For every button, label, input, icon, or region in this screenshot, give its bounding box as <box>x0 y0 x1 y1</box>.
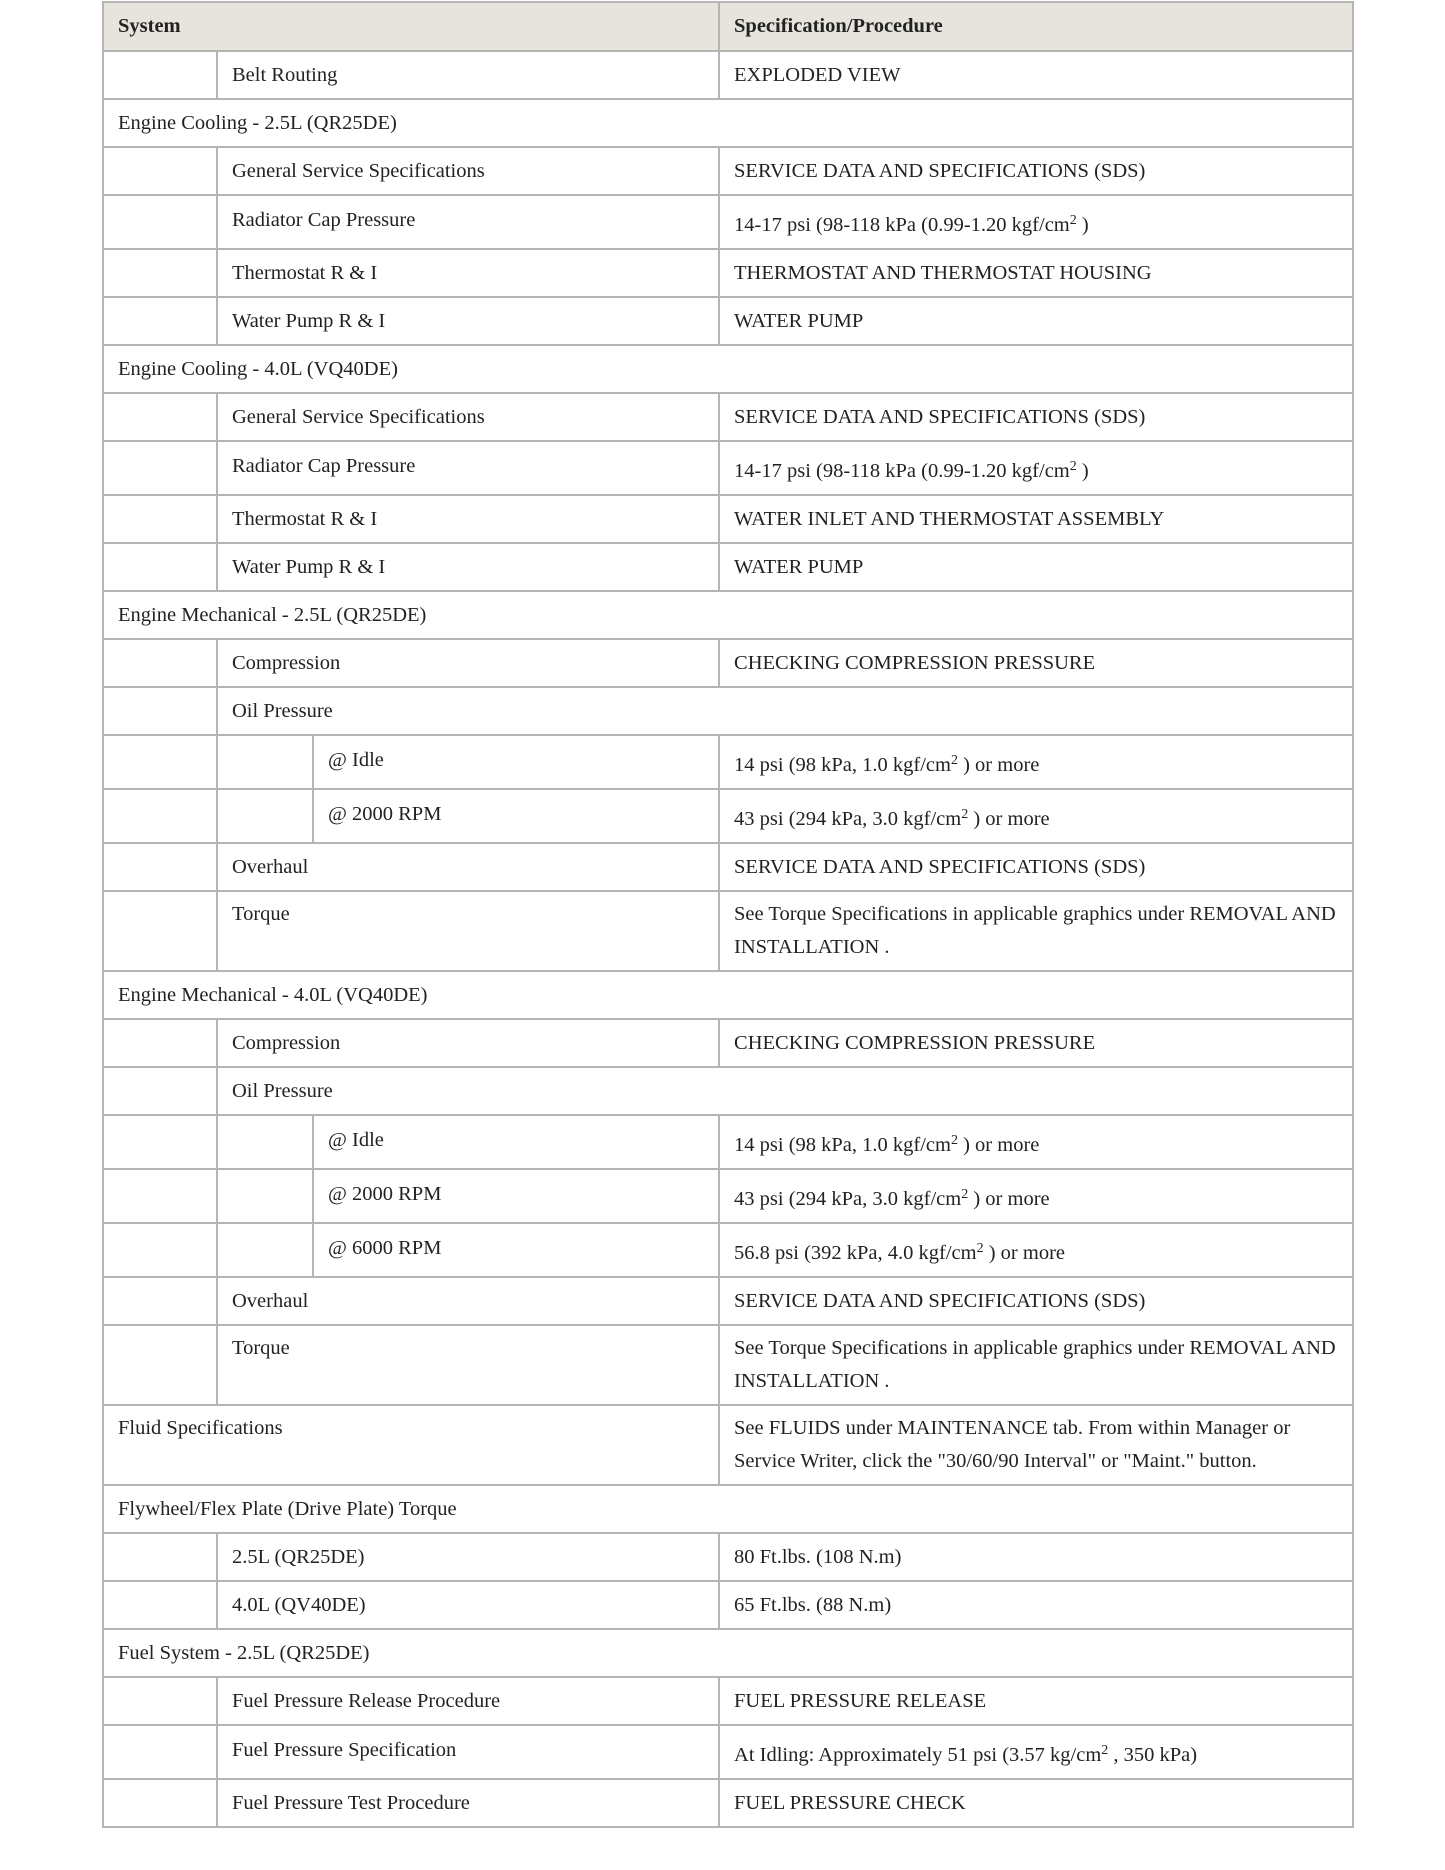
table-row <box>103 441 1353 495</box>
row-value: SERVICE DATA AND SPECIFICATIONS (SDS) <box>719 147 1353 195</box>
table-body <box>103 51 1353 1827</box>
row-value: 65 Ft.lbs. (88 N.m) <box>719 1581 1353 1629</box>
row-value: 80 Ft.lbs. (108 N.m) <box>719 1533 1353 1581</box>
table-row <box>103 1277 1353 1325</box>
specification-table <box>102 1 1354 1828</box>
row-value <box>719 195 1353 249</box>
table-row <box>103 789 1353 843</box>
table-row <box>103 1779 1353 1827</box>
indent-cell <box>103 789 217 843</box>
table-section-row <box>103 99 1353 147</box>
row-label: Torque <box>217 1325 719 1405</box>
row-label: Engine Mechanical - 2.5L (QR25DE) <box>103 591 1353 639</box>
row-value <box>719 1725 1353 1779</box>
table-row <box>103 1067 1353 1115</box>
indent-cell <box>103 297 217 345</box>
row-label: Torque <box>217 891 719 971</box>
indent-cell <box>103 891 217 971</box>
value-superscript: 2 <box>1069 458 1077 474</box>
row-label: Fluid Specifications <box>103 1405 719 1485</box>
row-label: General Service Specifications <box>217 147 719 195</box>
value-superscript: 2 <box>950 1132 958 1148</box>
row-label: Compression <box>217 639 719 687</box>
value-superscript: 2 <box>1101 1742 1109 1758</box>
table-row <box>103 843 1353 891</box>
table-section-row <box>103 971 1353 1019</box>
row-label: Flywheel/Flex Plate (Drive Plate) Torque <box>103 1485 1353 1533</box>
row-label: Compression <box>217 1019 719 1067</box>
value-text-suffix: ) <box>1076 213 1089 236</box>
indent-cell <box>217 1115 313 1169</box>
indent-cell <box>103 1169 217 1223</box>
table-row <box>103 1581 1353 1629</box>
indent-cell <box>103 1533 217 1581</box>
header-system: System <box>103 2 719 51</box>
row-value <box>719 735 1353 789</box>
indent-cell <box>103 1115 217 1169</box>
value-text: 43 psi (294 kPa, 3.0 kgf/cm <box>734 807 962 830</box>
row-value: See Torque Specifications in applicable graphics under REMOVAL AND INSTALLATION . <box>719 891 1353 971</box>
table-row <box>103 495 1353 543</box>
row-value: SERVICE DATA AND SPECIFICATIONS (SDS) <box>719 843 1353 891</box>
row-label: Thermostat R & I <box>217 495 719 543</box>
indent-cell <box>103 639 217 687</box>
row-label: Fuel Pressure Test Procedure <box>217 1779 719 1827</box>
indent-cell <box>103 1277 217 1325</box>
table-row <box>103 297 1353 345</box>
value-text-suffix: ) or more <box>957 1133 1040 1156</box>
header-specification: Specification/Procedure <box>719 2 1353 51</box>
row-value: EXPLODED VIEW <box>719 51 1353 99</box>
row-label: @ 2000 RPM <box>313 789 719 843</box>
indent-cell <box>103 1725 217 1779</box>
row-label: Engine Cooling - 4.0L (VQ40DE) <box>103 345 1353 393</box>
value-text-suffix: ) or more <box>983 1241 1065 1264</box>
indent-cell <box>103 195 217 249</box>
row-value: WATER PUMP <box>719 543 1353 591</box>
table-row <box>103 147 1353 195</box>
value-text: 14-17 psi (98-118 kPa (0.99-1.20 kgf/cm <box>734 459 1070 482</box>
row-label: @ 6000 RPM <box>313 1223 719 1277</box>
indent-cell <box>103 843 217 891</box>
row-label: @ Idle <box>313 1115 719 1169</box>
table-row <box>103 1533 1353 1581</box>
table-row <box>103 249 1353 297</box>
row-value: SERVICE DATA AND SPECIFICATIONS (SDS) <box>719 393 1353 441</box>
value-text: 14 psi (98 kPa, 1.0 kgf/cm <box>734 1133 951 1156</box>
table-row <box>103 195 1353 249</box>
value-text-suffix: , 350 kPa) <box>1108 1743 1198 1766</box>
table-row <box>103 639 1353 687</box>
table-row <box>103 1677 1353 1725</box>
row-value: FUEL PRESSURE RELEASE <box>719 1677 1353 1725</box>
value-text: 43 psi (294 kPa, 3.0 kgf/cm <box>734 1187 962 1210</box>
indent-cell <box>103 1019 217 1067</box>
row-value <box>719 1223 1353 1277</box>
table-section-row <box>103 1485 1353 1533</box>
indent-cell <box>103 147 217 195</box>
indent-cell <box>217 789 313 843</box>
indent-cell <box>103 1779 217 1827</box>
value-text: At Idling: Approximately 51 psi (3.57 kg/cm <box>734 1743 1102 1766</box>
indent-cell <box>103 1677 217 1725</box>
row-label: Radiator Cap Pressure <box>217 195 719 249</box>
table-row <box>103 1169 1353 1223</box>
row-label: Oil Pressure <box>217 687 1353 735</box>
value-superscript: 2 <box>961 1186 969 1202</box>
row-value: CHECKING COMPRESSION PRESSURE <box>719 1019 1353 1067</box>
row-label: Fuel System - 2.5L (QR25DE) <box>103 1629 1353 1677</box>
table-section-row <box>103 1405 1353 1485</box>
row-value <box>719 1115 1353 1169</box>
indent-cell <box>103 1067 217 1115</box>
row-value: SERVICE DATA AND SPECIFICATIONS (SDS) <box>719 1277 1353 1325</box>
indent-cell <box>103 1325 217 1405</box>
indent-cell <box>103 1223 217 1277</box>
row-value: WATER INLET AND THERMOSTAT ASSEMBLY <box>719 495 1353 543</box>
row-value <box>719 441 1353 495</box>
indent-cell <box>103 51 217 99</box>
value-text-suffix: ) or more <box>968 807 1050 830</box>
table-row <box>103 1325 1353 1405</box>
table-row <box>103 687 1353 735</box>
row-label: Water Pump R & I <box>217 297 719 345</box>
table-row <box>103 543 1353 591</box>
table-row <box>103 393 1353 441</box>
row-label: 2.5L (QR25DE) <box>217 1533 719 1581</box>
row-label: @ Idle <box>313 735 719 789</box>
value-text-suffix: ) or more <box>957 753 1040 776</box>
row-label: Engine Cooling - 2.5L (QR25DE) <box>103 99 1353 147</box>
indent-cell <box>103 1581 217 1629</box>
row-label: Thermostat R & I <box>217 249 719 297</box>
indent-cell <box>217 735 313 789</box>
row-label: General Service Specifications <box>217 393 719 441</box>
row-label: Belt Routing <box>217 51 719 99</box>
indent-cell <box>103 393 217 441</box>
value-text-suffix: ) or more <box>968 1187 1050 1210</box>
row-label: Water Pump R & I <box>217 543 719 591</box>
value-superscript: 2 <box>950 752 958 768</box>
indent-cell <box>103 735 217 789</box>
row-value: FUEL PRESSURE CHECK <box>719 1779 1353 1827</box>
table-row <box>103 1115 1353 1169</box>
row-value: CHECKING COMPRESSION PRESSURE <box>719 639 1353 687</box>
value-text: 56.8 psi (392 kPa, 4.0 kgf/cm <box>734 1241 977 1264</box>
table-row <box>103 1019 1353 1067</box>
row-value <box>719 1169 1353 1223</box>
table-section-row <box>103 591 1353 639</box>
row-label: Overhaul <box>217 843 719 891</box>
row-value: See Torque Specifications in applicable graphics under REMOVAL AND INSTALLATION . <box>719 1325 1353 1405</box>
table-row <box>103 735 1353 789</box>
table-section-row <box>103 345 1353 393</box>
row-value: WATER PUMP <box>719 297 1353 345</box>
row-label: Engine Mechanical - 4.0L (VQ40DE) <box>103 971 1353 1019</box>
row-label: 4.0L (QV40DE) <box>217 1581 719 1629</box>
indent-cell <box>217 1169 313 1223</box>
value-text: 14 psi (98 kPa, 1.0 kgf/cm <box>734 753 951 776</box>
indent-cell <box>103 495 217 543</box>
value-text-suffix: ) <box>1076 459 1089 482</box>
indent-cell <box>103 249 217 297</box>
value-superscript: 2 <box>976 1240 984 1256</box>
row-value <box>719 789 1353 843</box>
row-label: Radiator Cap Pressure <box>217 441 719 495</box>
table-row <box>103 1223 1353 1277</box>
indent-cell <box>103 441 217 495</box>
table-row <box>103 51 1353 99</box>
row-label: Oil Pressure <box>217 1067 1353 1115</box>
row-value: THERMOSTAT AND THERMOSTAT HOUSING <box>719 249 1353 297</box>
row-value: See FLUIDS under MAINTENANCE tab. From within Manager or Service Writer, click the "30/60/90 Interval" or "Maint." button. <box>719 1405 1353 1485</box>
table-row <box>103 891 1353 971</box>
indent-cell <box>217 1223 313 1277</box>
row-label: Fuel Pressure Release Procedure <box>217 1677 719 1725</box>
value-text: 14-17 psi (98-118 kPa (0.99-1.20 kgf/cm <box>734 213 1070 236</box>
table-row <box>103 1725 1353 1779</box>
row-label: Overhaul <box>217 1277 719 1325</box>
row-label: Fuel Pressure Specification <box>217 1725 719 1779</box>
value-superscript: 2 <box>1069 212 1077 228</box>
row-label: @ 2000 RPM <box>313 1169 719 1223</box>
indent-cell <box>103 543 217 591</box>
value-superscript: 2 <box>961 806 969 822</box>
table-header-row <box>103 2 1353 51</box>
indent-cell <box>103 687 217 735</box>
table-section-row <box>103 1629 1353 1677</box>
